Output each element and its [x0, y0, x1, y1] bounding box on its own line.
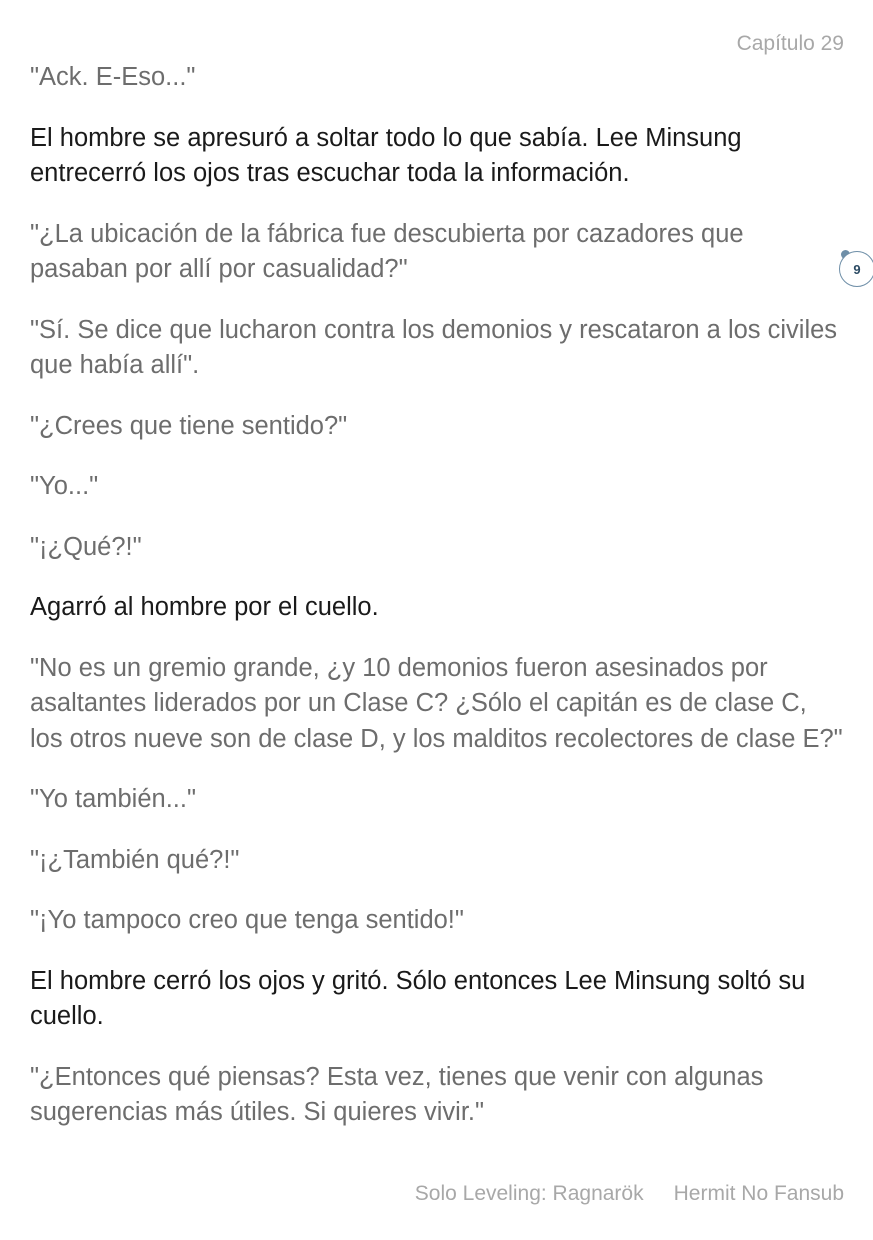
paragraph: "¿La ubicación de la fábrica fue descubierta por cazadores que pasaban por allí por casualidad?" — [30, 219, 744, 283]
paragraph: "Yo también..." — [30, 785, 197, 813]
paragraph: "¿Crees que tiene sentido?" — [30, 411, 348, 440]
paragraph: "Sí. Se dice que lucharon contra los demonios y rescataron a los civiles que había allí". — [30, 315, 838, 379]
page-number-badge[interactable]: 9 — [839, 251, 873, 287]
chapter-text — [30, 60, 845, 1156]
footer — [415, 1182, 844, 1206]
paragraph: "¡Yo tampoco creo que tenga sentido!" — [30, 906, 464, 934]
paragraph: El hombre cerró los ojos y gritó. Sólo entonces Lee Minsung soltó su cuello. — [30, 966, 806, 1030]
paragraph: "Ack. E-Eso..." — [30, 63, 196, 91]
paragraph: "No es un gremio grande, ¿y 10 demonios fueron asesinados por asaltantes liderados por un Clase C? ¿Sólo el capitán es de clase C, los otros nueve son de clase D, y los malditos recolectores de clase E?" — [30, 653, 843, 753]
paragraph: Agarró al hombre por el cuello. — [30, 593, 379, 621]
paragraph: "¿Entonces qué piensas? Esta vez, tienes que venir con algunas sugerencias más útiles. Si quieres vivir." — [30, 1062, 764, 1126]
paragraph: "¡¿Qué?!" — [30, 532, 142, 561]
chapter-label: Capítulo 29 — [736, 32, 844, 55]
paragraph: El hombre se apresuró a soltar todo lo que sabía. Lee Minsung entrecerró los ojos tras escuchar toda la información. — [30, 123, 742, 187]
footer-title: Solo Leveling: Ragnarök — [414, 1182, 644, 1205]
paragraph: "¡¿También qué?!" — [30, 845, 240, 874]
footer-group: Hermit No Fansub — [673, 1182, 844, 1205]
paragraph: "Yo..." — [30, 472, 99, 500]
